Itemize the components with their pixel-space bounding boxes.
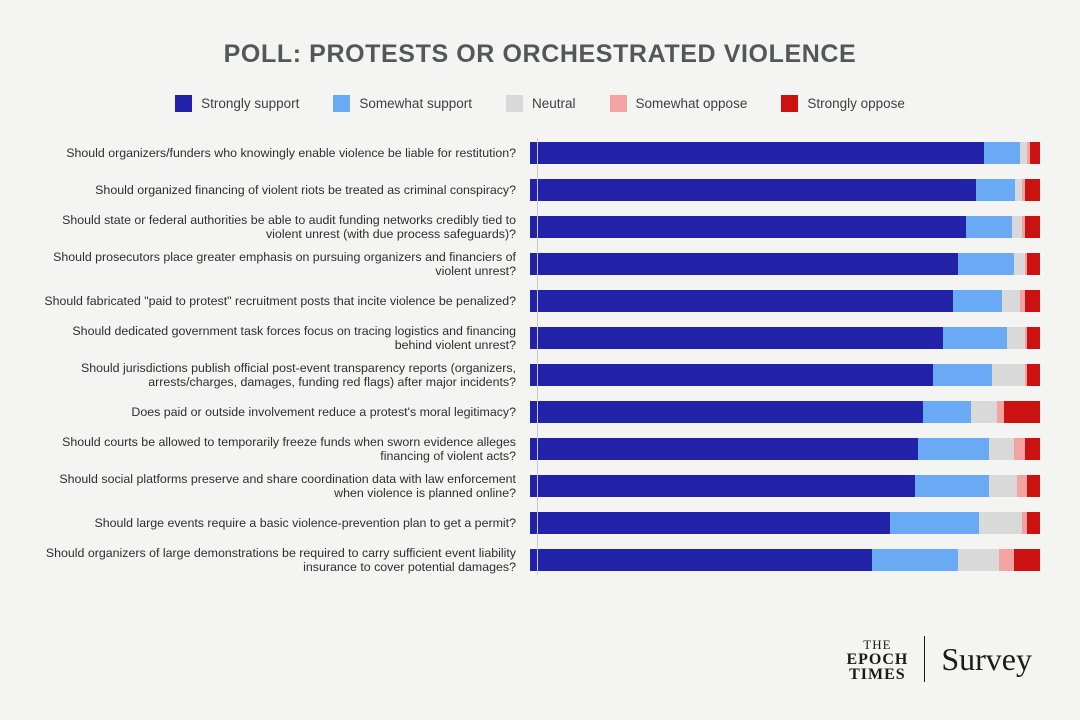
row-label: Should organizers of large demonstrations be required to carry sufficient event liability insurance to cover potential damages? — [45, 545, 516, 574]
legend-swatch-icon — [175, 95, 192, 112]
chart-row — [40, 323, 1040, 353]
bar-segment — [530, 401, 923, 423]
row-label: Should courts be allowed to temporarily freeze funds when sworn evidence alleges financing of violent acts? — [62, 434, 516, 463]
chart-row — [40, 360, 1040, 390]
bar-segment — [953, 290, 1001, 312]
row-label: Should jurisdictions publish official post-event transparency reports (organizers, arrests/charges, damages, funding red flags) after major incidents? — [80, 360, 516, 389]
chart-row — [40, 545, 1040, 575]
bar-segment — [530, 364, 933, 386]
bar-segment — [1014, 438, 1024, 460]
bar-segment — [971, 401, 997, 423]
stacked-bar — [530, 438, 1040, 460]
chart-row — [40, 471, 1040, 501]
legend-item — [175, 95, 299, 112]
bar-segment — [890, 512, 979, 534]
bar-segment — [1027, 512, 1040, 534]
chart-row — [40, 434, 1040, 464]
row-label: Should dedicated government task forces focus on tracing logistics and financing behind violent unrest? — [72, 323, 516, 352]
row-label: Should fabricated "paid to protest" recruitment posts that incite violence be penalized? — [44, 293, 516, 308]
chart-row — [40, 286, 1040, 316]
bar-segment — [1012, 216, 1022, 238]
bar-segment — [992, 364, 1025, 386]
legend-item — [333, 95, 472, 112]
bar-segment — [530, 290, 953, 312]
chart-legend — [0, 95, 1080, 112]
bar-segment — [997, 401, 1005, 423]
bar-segment — [530, 216, 966, 238]
row-label: Should organizers/funders who knowingly enable violence be liable for restitution? — [66, 145, 516, 160]
bar-segment — [1025, 179, 1040, 201]
bar-segment — [530, 438, 918, 460]
legend-swatch-icon — [781, 95, 798, 112]
bar-segment — [530, 549, 872, 571]
legend-item — [610, 95, 748, 112]
brand-the-text: THE — [863, 636, 892, 652]
axis-line — [537, 138, 538, 575]
row-label: Should social platforms preserve and share coordination data with law enforcement when violence is planned online? — [59, 471, 516, 500]
bar-segment — [1025, 216, 1040, 238]
bar-segment — [979, 512, 1022, 534]
bar-segment — [1017, 475, 1027, 497]
epoch-times-wordmark — [846, 637, 908, 682]
bar-segment — [1014, 253, 1024, 275]
bar-segment — [1030, 142, 1040, 164]
stacked-bar — [530, 401, 1040, 423]
bar-segment — [958, 549, 999, 571]
bar-segment — [958, 253, 1014, 275]
brand-times-text: TIMES — [849, 665, 906, 683]
bar-segment — [966, 216, 1012, 238]
stacked-bar — [530, 179, 1040, 201]
row-label: Does paid or outside involvement reduce a protest's moral legitimacy? — [131, 404, 516, 419]
stacked-bar — [530, 364, 1040, 386]
bar-segment — [530, 475, 915, 497]
bar-segment — [530, 327, 943, 349]
stacked-bar — [530, 142, 1040, 164]
chart-title: POLL: PROTESTS OR ORCHESTRATED VIOLENCE — [223, 40, 857, 68]
bar-segment — [530, 253, 958, 275]
bar-segment — [1014, 549, 1040, 571]
legend-label: Somewhat oppose — [635, 96, 748, 111]
legend-label: Neutral — [531, 96, 576, 111]
bar-rows — [40, 138, 1040, 575]
bar-segment — [1027, 475, 1040, 497]
legend-label: Strongly support — [201, 96, 300, 111]
bar-segment — [530, 142, 984, 164]
stacked-bar — [530, 327, 1040, 349]
bar-segment — [984, 142, 1020, 164]
logo-divider — [924, 636, 925, 682]
stacked-bar — [530, 216, 1040, 238]
chart-row — [40, 175, 1040, 205]
bar-segment — [1007, 327, 1025, 349]
bar-segment — [999, 549, 1014, 571]
row-label: Should large events require a basic violence-prevention plan to get a permit? — [94, 515, 516, 530]
legend-swatch-icon — [610, 95, 627, 112]
bar-segment — [976, 179, 1014, 201]
bar-segment — [1027, 253, 1040, 275]
legend-label: Strongly oppose — [807, 96, 905, 111]
bar-segment — [1025, 438, 1040, 460]
bar-segment — [1027, 364, 1040, 386]
bar-segment — [933, 364, 992, 386]
bar-segment — [1015, 179, 1023, 201]
legend-item — [506, 95, 576, 112]
legend-label: Somewhat support — [359, 96, 472, 111]
survey-wordmark: Survey — [941, 640, 1032, 677]
row-label: Should organized financing of violent riots be treated as criminal conspiracy? — [95, 182, 516, 197]
row-label: Should state or federal authorities be able to audit funding networks credibly tied to violent unrest (with due process safeguards)? — [62, 212, 516, 241]
stacked-bar — [530, 512, 1040, 534]
row-label: Should prosecutors place greater emphasis on pursuing organizers and financiers of violent unrest? — [53, 249, 516, 278]
chart-row — [40, 397, 1040, 427]
chart-row — [40, 212, 1040, 242]
legend-swatch-icon — [333, 95, 350, 112]
chart-row — [40, 249, 1040, 279]
bar-segment — [923, 401, 971, 423]
chart-row — [40, 508, 1040, 538]
bar-segment — [872, 549, 959, 571]
bar-segment — [918, 438, 989, 460]
bar-segment — [1002, 290, 1020, 312]
brand-logo — [846, 636, 1032, 682]
stacked-bar — [530, 290, 1040, 312]
legend-swatch-icon — [506, 95, 523, 112]
chart-plot-area — [0, 138, 1080, 575]
brand-epoch-text: EPOCH — [846, 650, 909, 668]
bar-segment — [1004, 401, 1040, 423]
bar-segment — [915, 475, 989, 497]
legend-item — [781, 95, 905, 112]
bar-segment — [1025, 290, 1040, 312]
stacked-bar — [530, 253, 1040, 275]
bar-segment — [530, 512, 890, 534]
stacked-bar — [530, 475, 1040, 497]
bar-segment — [1020, 142, 1028, 164]
chart-row — [40, 138, 1040, 168]
bar-segment — [530, 179, 976, 201]
bar-segment — [989, 438, 1015, 460]
stacked-bar — [530, 549, 1040, 571]
bar-segment — [943, 327, 1007, 349]
bar-segment — [989, 475, 1017, 497]
bar-segment — [1027, 327, 1040, 349]
